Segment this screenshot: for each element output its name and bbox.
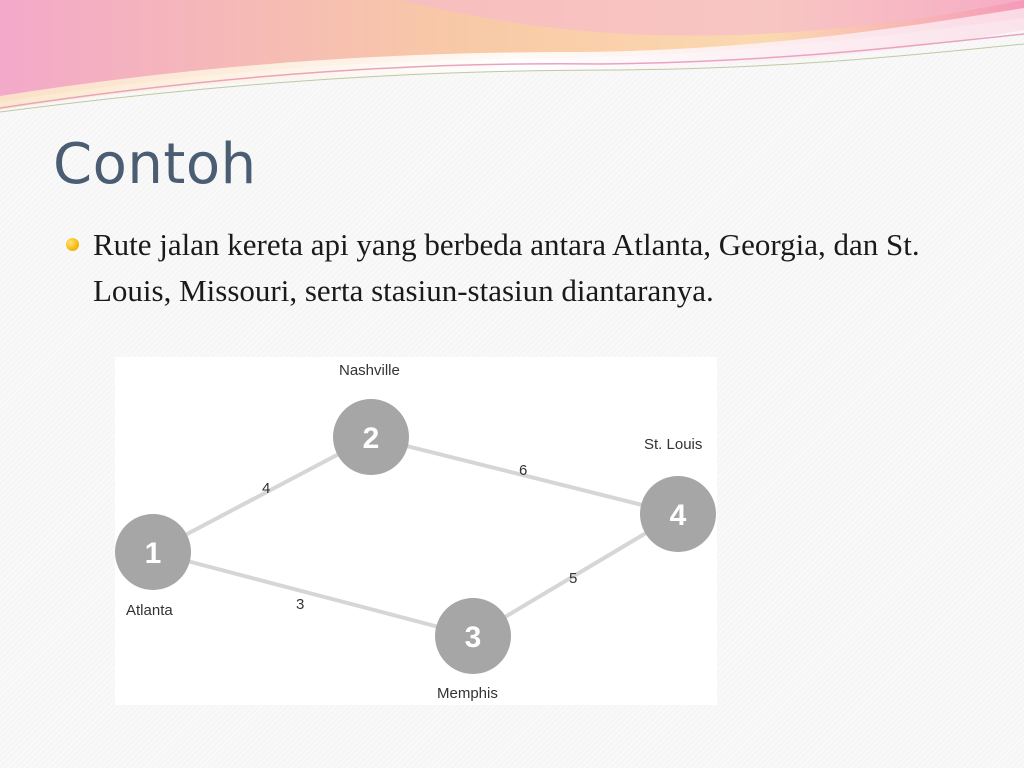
bullet-text: Rute jalan kereta api yang berbeda antara Atlanta, Georgia, dan St. Louis, Missouri, serta stasiun-stasiun diantaranya. (93, 227, 920, 308)
node-1-number: 1 (144, 537, 162, 570)
edge-weight-1-2: 4 (262, 480, 271, 497)
node-2-number: 2 (362, 422, 380, 455)
node-4-number: 4 (669, 499, 687, 532)
edge-1-3 (153, 552, 473, 636)
node-4 (640, 476, 716, 552)
node-3-number: 3 (464, 621, 482, 654)
city-label-memphis: Memphis (437, 685, 498, 702)
city-label-st-louis: St. Louis (644, 436, 703, 453)
edge-weight-2-4: 6 (519, 462, 528, 479)
slide-title: Contoh (53, 132, 257, 197)
node-3 (435, 598, 511, 674)
node-1 (115, 514, 191, 590)
city-label-nashville: Nashville (339, 362, 400, 379)
city-label-atlanta: Atlanta (126, 602, 173, 619)
node-2 (333, 399, 409, 475)
edge-weight-1-3: 3 (296, 596, 305, 613)
edge-weight-3-4: 5 (569, 570, 578, 587)
